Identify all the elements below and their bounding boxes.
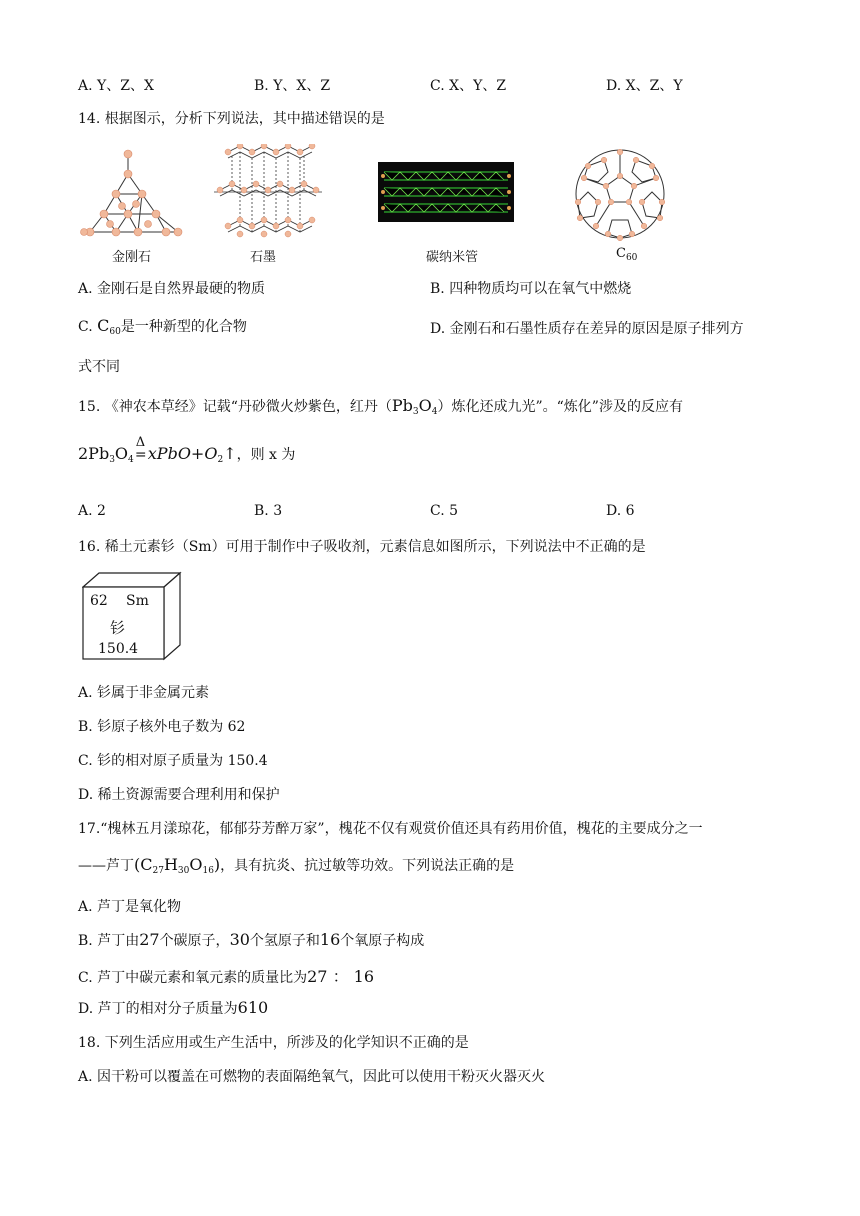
q14-option-d: D. 金刚石和石墨性质存在差异的原因是原子排列方 [430, 321, 744, 337]
element-samarium-tile [82, 577, 178, 665]
q16-option-a: A. 钐属于非金属元素 [78, 685, 210, 701]
q15-option-b: B. 3 [254, 503, 283, 519]
q17-stem-line2: ——芦丁$(C_{27}H_{30}O_{16})$，具有抗炎、抗过敏等功效。下列说法正确的是 [78, 855, 515, 876]
atomic-mass: 150.4 [98, 641, 139, 657]
q13-option-a: A. Y、Z、X [78, 78, 154, 94]
q15-option-a: A. 2 [78, 503, 106, 519]
q16-option-d: D. 稀土资源需要合理利用和保护 [78, 787, 280, 803]
q14-option-c: C. $C_{60}$是一种新型的化合物 [78, 316, 247, 337]
element-name: 钐 [110, 619, 126, 637]
graphite-structure-figure [214, 144, 324, 242]
q14-stem: 14. 根据图示，分析下列说法，其中描述错误的是 [78, 111, 385, 127]
q13-option-b: B. Y、X、Z [254, 78, 331, 94]
diamond-structure-figure [76, 146, 188, 240]
q16-stem: 16. 稀土元素钐（Sm）可用于制作中子吸收剂，元素信息如图所示，下列说法中不正确的是 [78, 539, 646, 555]
caption-diamond: 金刚石 [112, 250, 152, 265]
q14-option-a: A. 金刚石是自然界最硬的物质 [78, 281, 266, 297]
q15-equation: $2Pb_3O_4$ Δ $=xPbO+O_2↑$，则 x 为 [78, 435, 296, 465]
caption-nanotube: 碳纳米管 [426, 250, 479, 265]
q15-stem: 15. 《神农本草经》记载“丹砂微火炒紫色，红丹$(Pb_3O_4)$炼化还成九光”。“炼化”涉及的反应有 [78, 396, 683, 417]
c60-fullerene-figure [568, 146, 672, 242]
q16-option-b: B. 钐原子核外电子数为 62 [78, 719, 246, 735]
q14-option-d-continued: 式不同 [78, 359, 120, 375]
caption-graphite: 石墨 [250, 250, 277, 265]
q17-option-d: D. 芦丁的相对分子质量为610 [78, 998, 269, 1017]
q18-stem: 18. 下列生活应用或生产生活中，所涉及的化学知识不正确的是 [78, 1035, 469, 1051]
q17-option-a: A. 芦丁是氧化物 [78, 899, 182, 915]
q16-option-c: C. 钐的相对原子质量为 150.4 [78, 753, 268, 769]
q17-stem: 17.“槐林五月漾琼花，郁郁芬芳醉万家”，槐花不仅有观赏价值还具有药用价值，槐花的主要成分之一 [78, 821, 703, 837]
q13-option-d: D. X、Z、Y [606, 78, 683, 94]
atomic-number: 62 [90, 593, 108, 609]
q14-option-b: B. 四种物质均可以在氧气中燃烧 [430, 281, 632, 297]
q15-option-c: C. 5 [430, 503, 459, 519]
carbon-nanotube-figure [378, 162, 514, 222]
q17-option-c: C. 芦丁中碳元素和氧元素的质量比为27 ： 16 [78, 967, 375, 986]
q18-option-a: A. 因干粉可以覆盖在可燃物的表面隔绝氧气，因此可以使用干粉灭火器灭火 [78, 1069, 546, 1085]
q15-option-d: D. 6 [606, 503, 635, 519]
q17-option-b: B. 芦丁由27个碳原子，30个氢原子和16个氧原子构成 [78, 930, 425, 949]
q13-option-c: C. X、Y、Z [430, 78, 507, 94]
caption-c60: $C_{60}$ [616, 246, 638, 263]
element-symbol: Sm [126, 593, 149, 609]
